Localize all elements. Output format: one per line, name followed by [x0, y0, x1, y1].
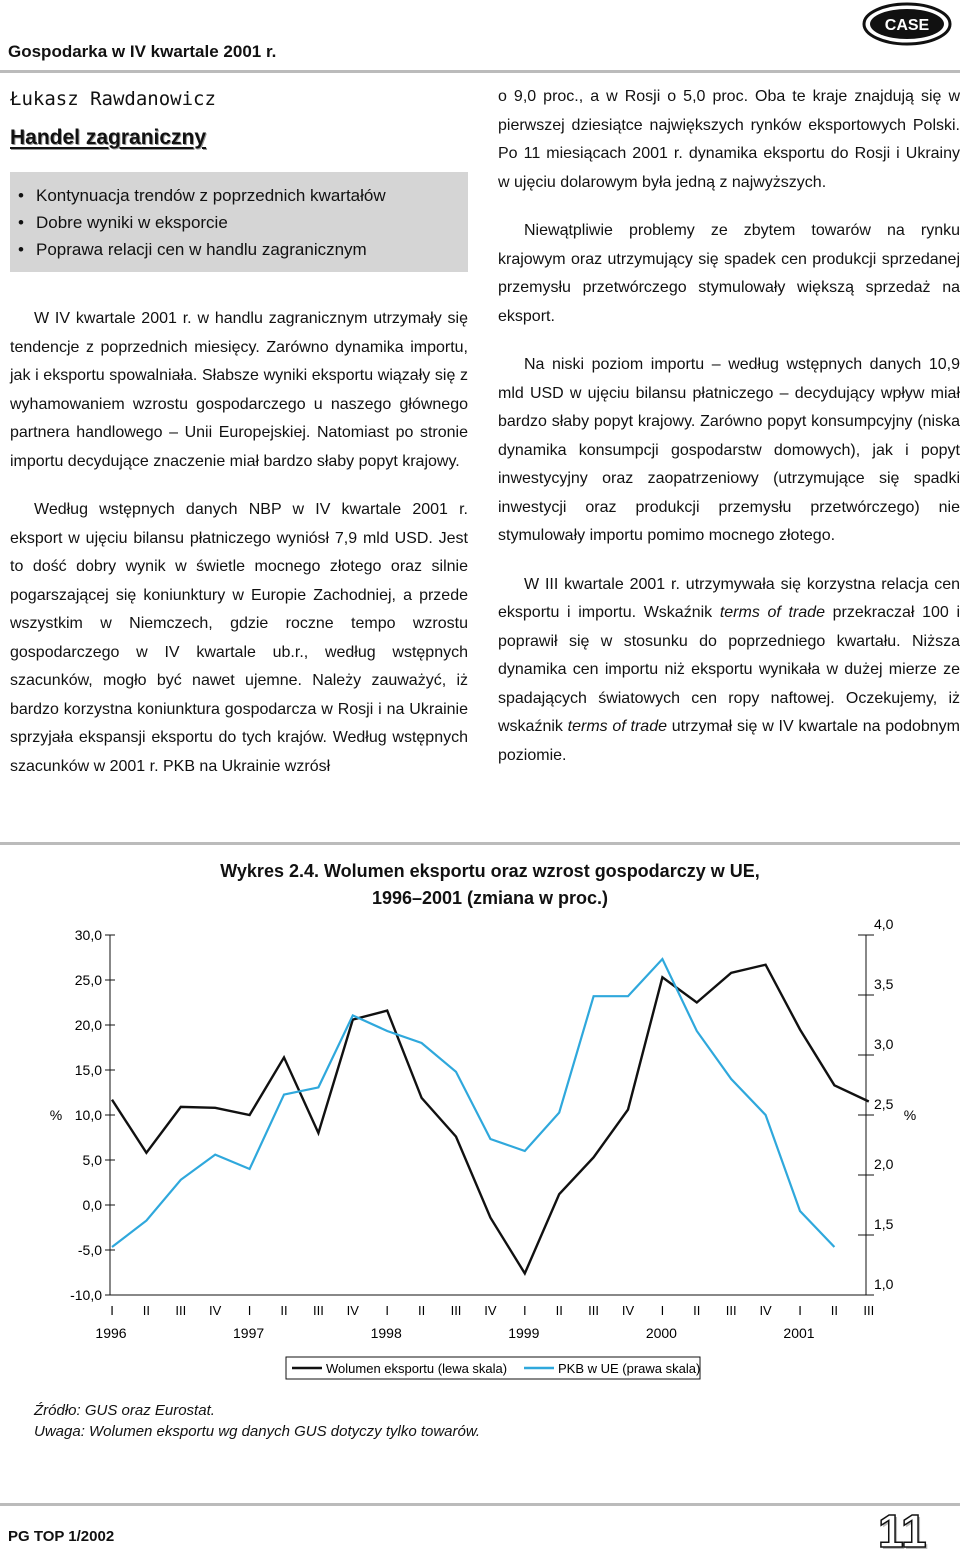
chart-title	[140, 858, 840, 912]
left-axis-label: %	[49, 1107, 63, 1123]
quarter-label: II	[830, 1303, 839, 1318]
footer-publication: PG TOP 1/2002	[8, 1528, 115, 1545]
paragraph: W IV kwartale 2001 r. w handlu zagranicznym utrzymały się tendencje z poprzednich miesięcy. Zarówno dynamika importu, jak i eksportu spowalniała. Słabsze wyniki eksportu wiązały się z wyhamowaniem wzrostu gospodarczego u naszego głównego partnera handlowego – Unii Europejskiej. Natomiast po stronie importu decydujące znaczenie miał bardzo słaby popyt krajowy.	[10, 310, 468, 470]
text-span: W III kwartale 2001 r. utrzymywała się korzystna relacja cen eksportu i importu. Wskaźnik	[498, 575, 960, 621]
year-label: 2000	[645, 1325, 677, 1341]
year-label: 2001	[783, 1325, 815, 1341]
note-line: Uwaga: Wolumen eksportu wg danych GUS dotyczy tylko towarów.	[34, 1423, 481, 1440]
quarter-label: IV	[346, 1303, 359, 1318]
header-rule	[0, 70, 960, 73]
section-title: Handel zagraniczny	[10, 126, 207, 149]
left-tick-label: 20,0	[74, 1017, 102, 1033]
text-span: przekraczał 100 i poprawił się w stosunku do poprzedniego kwartału. Niższa dynamika cen importu niż eksportu wynikała w dużej mierze ze spadających światowych cen ropy naftowej. Oczekujemy, iż wskaźnik	[498, 604, 960, 735]
quarter-label: III	[588, 1303, 600, 1318]
legend-label-gdp: PKB w UE (prawa skala)	[558, 1361, 701, 1376]
quarter-label: II	[555, 1303, 563, 1318]
footer-rule	[0, 1503, 960, 1506]
paragraph: o 9,0 proc., a w Rosji o 5,0 proc. Oba te kraje znajdują się w pierwszej dziesiątce największych rynków eksportowych Polski. Po 11 miesiącach 2001 r. dynamika eksportu do Rosji i Ukrainy w ujęciu dolarowym była jedną z najwyższych.	[498, 88, 960, 191]
left-tick-label: 30,0	[74, 927, 102, 943]
quarter-label: III	[175, 1303, 187, 1318]
left-tick-label: 10,0	[74, 1107, 102, 1123]
line-chart	[0, 915, 960, 1395]
emphasis: terms of trade	[719, 604, 825, 621]
paragraph: Według wstępnych danych NBP w IV kwartale 2001 r. eksport w ujęciu bilansu płatniczego wyniósł 7,9 mld USD. Jest to dość dobry wynik w świetle mocnego złotego oraz silnie pogarszającej się koniunktury w Europie Zachodniej, a przede wszystkim w Niemczech, gdzie roczne tempo wzrostu gospodarczego w IV kwartale ub.r., według wstępnych szacunków, mogło być nawet ujemne. Należy zauważyć, iż bardzo korzystna koniunktura gospodarcza w Rosji i na Ukrainie sprzyjała ekspansji eksportu do tych krajów. Według wstępnych szacunków w 2001 r. PKB na Ukrainie wzrósł	[10, 501, 468, 775]
year-label: 1997	[233, 1325, 265, 1341]
right-tick-label: 4,0	[874, 916, 894, 932]
chart-notes	[34, 1400, 480, 1442]
right-tick-label: 2,5	[874, 1096, 894, 1112]
summary-bullet: • Poprawa relacji cen w handlu zagranicznym	[32, 236, 468, 263]
emphasis: terms of trade	[567, 718, 668, 735]
quarter-label: III	[312, 1303, 324, 1318]
quarter-label: II	[417, 1303, 426, 1318]
quarter-label: I	[798, 1303, 802, 1318]
text-span: utrzymał się w IV kwartale na podobnym poziomie.	[498, 718, 960, 764]
quarter-label: IV	[484, 1303, 497, 1318]
left-tick-label: 25,0	[74, 972, 102, 988]
logo-text: CASE	[884, 17, 930, 34]
right-tick-label: 3,0	[874, 1036, 894, 1052]
left-tick-label: 0,0	[82, 1197, 102, 1213]
quarter-label: I	[522, 1303, 527, 1318]
summary-bullet: • Dobre wyniki w eksporcie	[32, 209, 468, 236]
quarter-label: IV	[759, 1303, 772, 1318]
source-line: Źródło: GUS oraz Eurostat.	[34, 1402, 215, 1419]
right-tick-label: 2,0	[874, 1156, 894, 1172]
right-tick-label: 1,0	[874, 1276, 894, 1292]
quarter-label: II	[142, 1303, 151, 1318]
right-tick-label: 1,5	[874, 1216, 894, 1232]
export-volume-line	[112, 965, 869, 1274]
paragraph: Na niski poziom importu – według wstępnych danych 10,9 mld USD w ujęciu bilansu płatniczego – decydujący wpływ miał bardzo słaby popyt krajowy. Zarówno popyt konsumpcyjny (niska dynamika konsumpcji gospodarstw domowych), jak i popyt inwestycyjny oraz zaopatrzeniowy (utrzymujące się spadki inwestycji oraz produkcji przemysłu przetwórczego) nie stymulowały importu pomimo mocnego złotego.	[498, 356, 960, 544]
quarter-label: II	[280, 1303, 288, 1318]
page-number: 11	[878, 1505, 927, 1557]
section-rule	[0, 842, 960, 845]
summary-bullet: • Kontynuacja trendów z poprzednich kwartałów	[32, 182, 468, 209]
legend-label-export: Wolumen eksportu (lewa skala)	[326, 1361, 508, 1376]
quarter-label: IV	[621, 1303, 635, 1318]
right-column	[498, 83, 960, 790]
quarter-label: III	[863, 1303, 875, 1318]
year-label: 1999	[508, 1325, 540, 1341]
left-tick-label: 15,0	[74, 1062, 102, 1078]
case-logo-icon	[862, 2, 952, 46]
quarter-label: III	[725, 1303, 737, 1318]
eu-gdp-line	[112, 959, 834, 1247]
chart-title-line: 1996–2001 (zmiana w proc.)	[371, 888, 609, 908]
quarter-label: I	[247, 1303, 252, 1318]
summary-box	[10, 172, 468, 272]
author: Łukasz Rawdanowicz	[10, 88, 216, 110]
left-column	[10, 305, 468, 801]
left-tick-label: 5,0	[82, 1152, 102, 1168]
quarter-label: II	[693, 1303, 701, 1318]
quarter-label: I	[110, 1303, 114, 1318]
left-tick-label: -10,0	[70, 1287, 102, 1303]
quarter-label: I	[385, 1303, 390, 1318]
left-tick-label: -5,0	[77, 1242, 102, 1258]
chart-title-line: Wykres 2.4. Wolumen eksportu oraz wzrost gospodarczy w UE,	[220, 861, 760, 881]
right-axis-label: %	[903, 1107, 917, 1123]
paragraph: Niewątpliwie problemy ze zbytem towarów na rynku krajowym oraz utrzymujący się spadek cen produkcji sprzedanej przemysłu przetwórczego stymulowały większą sprzedaż na eksport.	[498, 222, 960, 325]
year-label: 1998	[370, 1325, 402, 1341]
quarter-label: I	[660, 1303, 665, 1318]
quarter-label: IV	[209, 1303, 222, 1318]
running-header: Gospodarka w IV kwartale 2001 r.	[8, 42, 277, 61]
year-label: 1996	[95, 1325, 127, 1341]
paragraph	[498, 571, 960, 771]
right-tick-label: 3,5	[874, 976, 894, 992]
quarter-label: III	[450, 1303, 462, 1318]
